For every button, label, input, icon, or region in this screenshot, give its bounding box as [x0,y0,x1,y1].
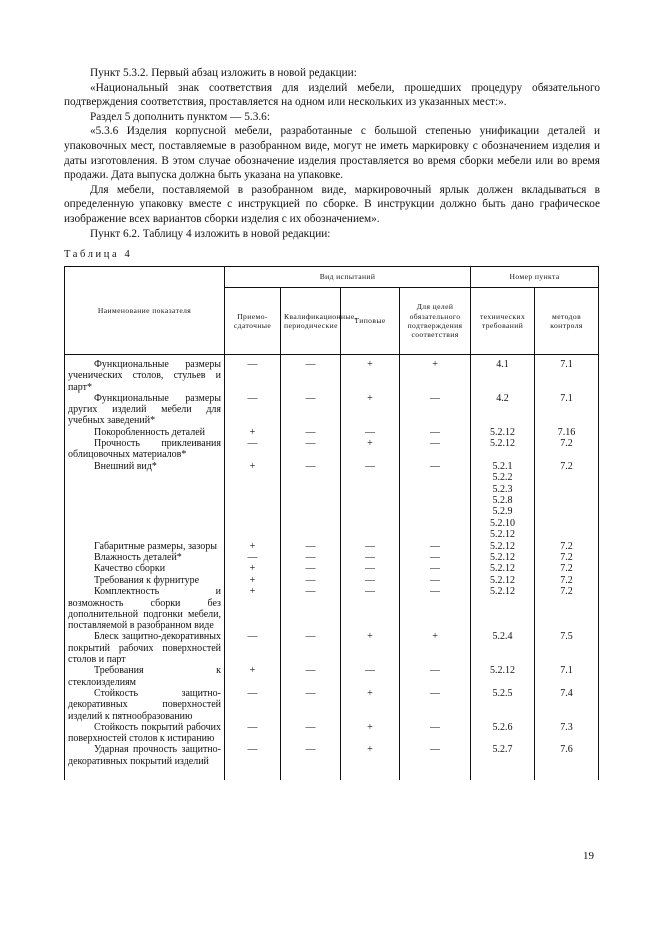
type-cell: + [341,744,400,780]
requirements-cell: 5.2.12 [471,586,535,631]
indicator-name: Качество сборки [94,563,166,575]
qualification-cell: — [281,631,341,665]
requirements-cell: 5.2.12 [471,438,535,461]
certification-cell: — [400,586,471,631]
methods-cell: 7.6 [535,744,599,780]
type-cell: + [341,393,400,427]
clause-number-line: 5.2.10 [490,517,516,529]
qualification-cell: — [281,438,341,461]
acceptance-cell: — [225,355,281,393]
indicator-name: Покоробленность деталей [94,426,205,438]
certification-cell: + [400,631,471,665]
indicator-name: Габаритные размеры, зазоры [94,540,217,552]
indicator-name-cell [65,461,225,541]
table-caption: Таблица 4 [64,249,133,260]
paragraph: Раздел 5 дополнить пунктом — 5.3.6: [90,110,270,123]
type-cell: + [341,688,400,722]
qualification-cell: — [281,393,341,427]
table-row [65,744,599,780]
certification-cell: — [400,665,471,688]
qualification-cell: — [281,744,341,780]
type-cell: + [341,631,400,665]
indicator-name: Внешний вид* [94,460,157,472]
table-row [65,665,599,688]
table-row [65,575,599,586]
table-body [65,355,599,781]
requirements-cell: 5.2.12 [471,552,535,563]
acceptance-cell: + [225,665,281,688]
certification-cell: — [400,393,471,427]
acceptance-cell: — [225,744,281,780]
type-cell: + [341,438,400,461]
clause-number-line: 5.2.8 [492,495,513,506]
methods-cell: 7.3 [535,722,599,745]
methods-cell: 7.2 [535,461,599,541]
indicator-name: Функциональные размеры других изделий мебели для учебных заведений* [68,392,221,427]
type-cell: — [341,575,400,586]
table-row [65,563,599,574]
type-cell: — [341,665,400,688]
clause-number-line: 5.2.3 [492,483,513,495]
qualification-cell: — [281,563,341,574]
acceptance-cell: — [225,722,281,745]
methods-cell: 7.1 [535,355,599,393]
methods-cell: 7.2 [535,552,599,563]
type-cell: + [341,355,400,393]
acceptance-cell: — [225,688,281,722]
table-row [65,631,599,665]
indicator-name-cell [65,688,225,722]
acceptance-cell: + [225,575,281,586]
table-row [65,427,599,438]
requirements-cell: 5.2.12 [471,427,535,438]
type-cell: + [341,722,400,745]
certification-cell: — [400,575,471,586]
tests-table [64,266,599,780]
table-row [65,438,599,461]
type-cell: — [341,461,400,541]
certification-cell: — [400,541,471,552]
header-type: Типовые [341,288,400,355]
requirements-cell: 5.2.12 [471,541,535,552]
qualification-cell: — [281,541,341,552]
indicator-name-cell [65,744,225,780]
certification-cell: — [400,461,471,541]
table-row [65,393,599,427]
indicator-name: Стойкость защитно-декоративных поверхностей изделий к пятнообразованию [68,687,221,722]
qualification-cell: — [281,575,341,586]
certification-cell: — [400,688,471,722]
certification-cell: — [400,438,471,461]
requirements-cell: 4.2 [471,393,535,427]
qualification-cell: — [281,586,341,631]
acceptance-cell: + [225,586,281,631]
methods-cell: 7.1 [535,665,599,688]
type-cell: — [341,541,400,552]
indicator-name-cell [65,563,225,574]
indicator-name-cell [65,427,225,438]
indicator-name: Комплектность и возможность сборки без дополнительной подгонки мебели, поставляемой в разобранном виде [68,586,221,632]
header-acceptance: Приемо-сдаточные [225,288,281,355]
methods-cell: 7.2 [535,541,599,552]
indicator-name: Прочность приклеивания облицовочных материалов* [68,438,221,461]
table-row [65,722,599,745]
header-indicator-name: Наименование показателя [65,267,225,355]
header-test-types: Вид испытаний [225,267,471,288]
acceptance-cell: + [225,461,281,541]
indicator-name-cell [65,393,225,427]
requirements-cell: 5.2.7 [471,744,535,780]
qualification-cell: — [281,722,341,745]
clause-number-line: 5.2.9 [492,506,513,518]
qualification-cell: — [281,552,341,563]
paragraph: Пункт 5.3.2. Первый абзац изложить в новой редакции: [90,67,357,79]
acceptance-cell: + [225,541,281,552]
clause-number-line: 5.2.12 [490,529,516,541]
indicator-name-cell [65,355,225,393]
acceptance-cell: + [225,427,281,438]
paragraph: Пункт 6.2. Таблицу 4 изложить в новой редакции: [90,227,331,240]
indicator-name-cell [65,438,225,461]
header-requirements: технических требований [471,288,535,355]
indicator-name-cell [65,586,225,631]
acceptance-cell: — [225,631,281,665]
methods-cell: 7.2 [535,438,599,461]
paragraph: «Национальный знак соответствия для изделий мебели, прошедших процедуру обязательного подтверждения соответствия, проставляется на одном или нескольких из указанных мест:». [64,81,600,109]
certification-cell: — [400,552,471,563]
indicator-name-cell [65,575,225,586]
qualification-cell: — [281,355,341,393]
clause-number-line: 5.2.2 [492,472,513,484]
acceptance-cell: + [225,563,281,574]
indicator-name: Ударная прочность защитно-декоративных покрытий изделий [68,744,221,767]
qualification-cell: — [281,461,341,541]
requirements-cell: 5.2.6 [471,722,535,745]
requirements-cell [471,461,535,541]
methods-cell: 7.5 [535,631,599,665]
certification-cell: — [400,744,471,780]
methods-cell: 7.2 [535,563,599,574]
requirements-cell: 5.2.4 [471,631,535,665]
table-row [65,688,599,722]
header-certification: Для целей обязательного подтверждения соответствия [400,288,471,355]
acceptance-cell: — [225,438,281,461]
acceptance-cell: — [225,552,281,563]
table-row [65,541,599,552]
indicator-name-cell [65,665,225,688]
table-row [65,355,599,393]
methods-cell: 7.16 [535,427,599,438]
certification-cell: — [400,563,471,574]
indicator-name: Блеск защитно-декоративных покрытий рабочих поверхностей столов и парт [68,631,221,666]
indicator-name: Требования к стеклоизделиям [68,665,221,688]
certification-cell: — [400,427,471,438]
clause-number-line: 5.2.1 [492,460,513,472]
header-methods: методов контроля [535,288,599,355]
indicator-name: Влажность деталей* [94,552,182,564]
requirements-cell: 5.2.12 [471,575,535,586]
methods-cell: 7.2 [535,586,599,631]
type-cell: — [341,586,400,631]
indicator-name: Функциональные размеры ученических столов, стульев и парт* [68,359,221,393]
indicator-name: Требования к фурнитуре [94,574,200,586]
amendment-text [64,66,600,241]
table-row [65,586,599,631]
table-row [65,461,599,541]
type-cell: — [341,552,400,563]
qualification-cell: — [281,427,341,438]
header-qualification: Квалификационные, периодические [281,288,341,355]
qualification-cell: — [281,665,341,688]
requirements-cell: 5.2.5 [471,688,535,722]
paragraph: «5.3.6 Изделия корпусной мебели, разработанные с большой степенью унификации деталей и упаковочных мест, поставляемые в разобранном виде, могут не иметь маркировку с обозначением изделия и даты изготовления. В этом случае обозначение изделия проставляется во время сборки мебели или во время продажи. Дата выпуска должна быть указана на упаковке. [64,125,600,182]
type-cell: — [341,563,400,574]
paragraph: Для мебели, поставляемой в разобранном виде, маркировочный ярлык должен вкладываться в определенную упаковку вместе с инструкцией по сборке. В инструкции должно быть дано графическое изображение всех вариантов сборки изделия с их обозначением». [64,183,600,225]
qualification-cell: — [281,688,341,722]
indicator-name-cell [65,631,225,665]
indicator-name-cell [65,552,225,563]
requirements-cell: 4.1 [471,355,535,393]
acceptance-cell: — [225,393,281,427]
certification-cell: + [400,355,471,393]
requirements-cell: 5.2.12 [471,563,535,574]
indicator-name-cell [65,541,225,552]
certification-cell: — [400,722,471,745]
requirements-cell: 5.2.12 [471,665,535,688]
type-cell: — [341,427,400,438]
methods-cell: 7.2 [535,575,599,586]
methods-cell: 7.4 [535,688,599,722]
header-clause-number: Номер пункта [471,267,599,288]
methods-cell: 7.1 [535,393,599,427]
page-number: 19 [583,850,594,862]
indicator-name: Стойкость покрытий рабочих поверхностей столов к истиранию [68,721,221,745]
indicator-name-cell [65,722,225,745]
table-row [65,552,599,563]
